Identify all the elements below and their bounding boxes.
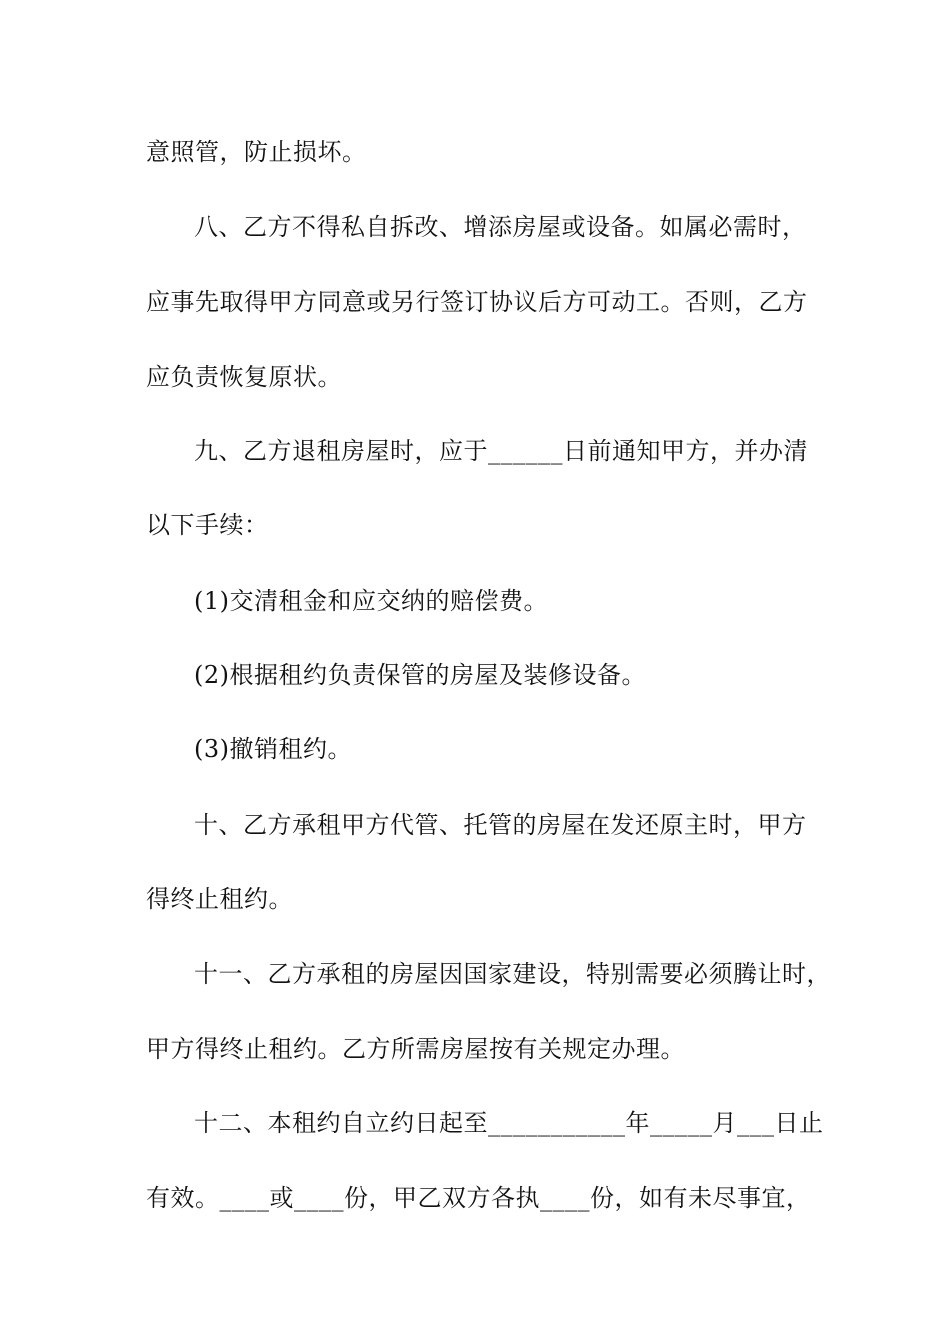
- clause-10-line: 十、乙方承租甲方代管、托管的房屋在发还原主时，甲方: [194, 811, 807, 839]
- clause-9-line: 九、乙方退租房屋时，应于______日前通知甲方，并办清: [194, 437, 808, 465]
- text-line: 有效。____或____份，甲乙双方各执____份，如有未尽事宜，: [146, 1184, 811, 1212]
- list-item: (2)根据租约负责保管的房屋及装修设备。: [194, 661, 646, 689]
- clause-11-line: 十一、乙方承租的房屋因国家建设，特别需要必须腾让时，: [194, 960, 831, 988]
- text-line: 得终止租约。: [146, 885, 293, 913]
- text-line: 应事先取得甲方同意或另行签订协议后方可动工。否则，乙方: [146, 288, 808, 316]
- text-line: 意照管，防止损坏。: [146, 138, 367, 166]
- list-item: (3)撤销租约。: [194, 735, 352, 763]
- clause-12-line: 十二、本租约自立约日起至___________年_____月___日止: [194, 1109, 824, 1137]
- list-item: (1)交清租金和应交纳的赔偿费。: [194, 587, 548, 615]
- text-line: 甲方得终止租约。乙方所需房屋按有关规定办理。: [146, 1035, 685, 1063]
- text-line: 应负责恢复原状。: [146, 363, 342, 391]
- clause-8-line: 八、乙方不得私自拆改、增添房屋或设备。如属必需时，: [194, 213, 807, 241]
- text-line: 以下手续：: [146, 511, 269, 539]
